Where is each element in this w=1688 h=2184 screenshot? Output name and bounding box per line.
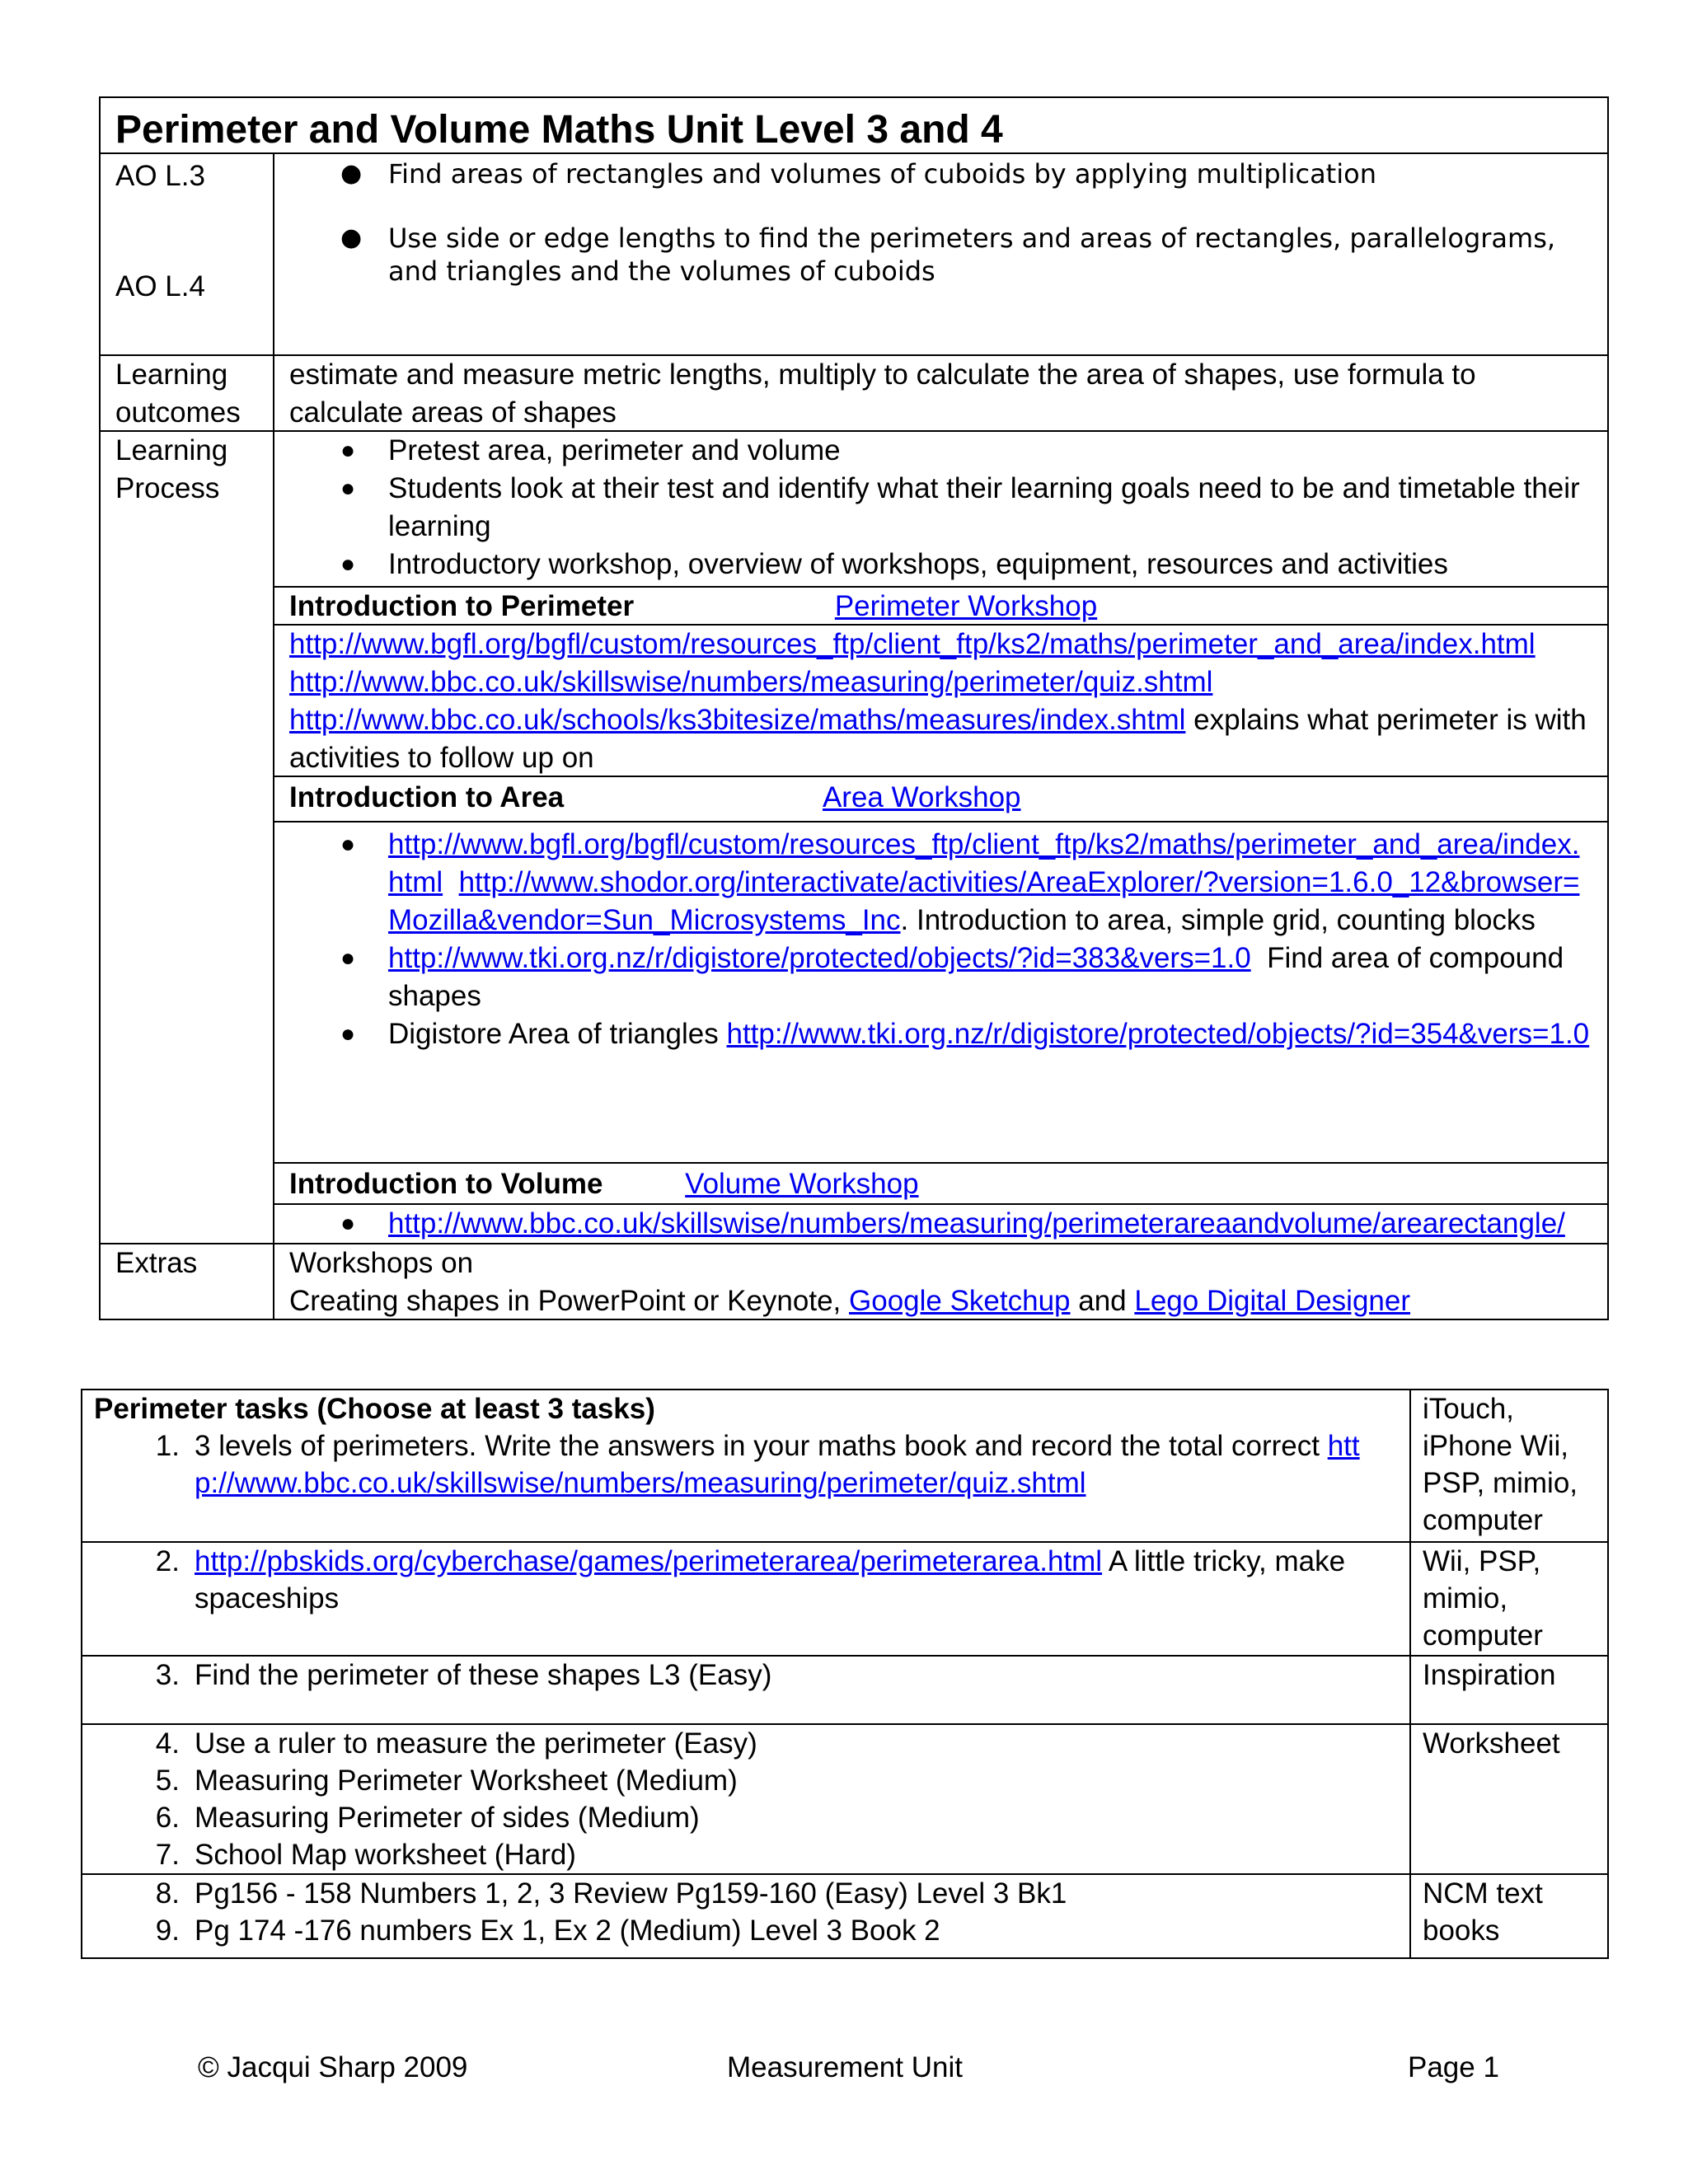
task-list	[94, 1875, 1398, 1949]
perimeter-link-note: explains what perimeter is with activities to follow up on	[289, 704, 1587, 774]
process-bullet-text: Students look at their test and identify what their learning goals need to be and timetable their learning	[388, 472, 1580, 542]
extras-line2-text: Creating shapes in PowerPoint or Keynote,	[289, 1285, 849, 1317]
task-cell	[82, 1543, 1409, 1655]
extras-line2	[289, 1282, 1592, 1320]
task-number: 3.	[155, 1659, 180, 1691]
area-resources	[274, 821, 1607, 1162]
ao-row	[101, 152, 1607, 354]
task-row	[82, 1390, 1607, 1541]
task-text: School Map worksheet (Hard)	[195, 1839, 576, 1871]
volume-resources	[274, 1203, 1607, 1243]
task-item	[94, 1657, 1398, 1694]
task-item	[94, 1427, 1398, 1502]
perimeter-heading: Introduction to Perimeter	[289, 590, 635, 622]
tasks-heading: Perimeter tasks (Choose at least 3 tasks)	[94, 1393, 655, 1425]
outcomes-text: estimate and measure metric lengths, multiply to calculate the area of shapes, use formula to calculate areas of shapes	[289, 359, 1476, 429]
task-text: Pg156 - 158 Numbers 1, 2, 3 Review Pg159-160 (Easy) Level 3 Bk1	[195, 1877, 1067, 1910]
task-resource: iTouch, iPhone Wii, PSP, mimio, computer	[1409, 1390, 1607, 1541]
outcomes-row	[101, 354, 1607, 430]
extras-line1: Workshops on	[289, 1247, 474, 1279]
perimeter-link-bgfl[interactable]: http://www.bgfl.org/bgfl/custom/resources_ftp/client_ftp/ks2/maths/perimeter_and_area/index.html	[289, 628, 1536, 660]
task-text: Measuring Perimeter Worksheet (Medium)	[195, 1765, 738, 1797]
footer-copyright: © Jacqui Sharp 2009	[198, 2051, 468, 2083]
task-item	[94, 1875, 1398, 1912]
task-number: 4.	[155, 1727, 180, 1760]
area-link-tki-383[interactable]: http://www.tki.org.nz/r/digistore/protected/objects/?id=383&vers=1.0	[388, 942, 1251, 974]
task-list	[94, 1543, 1398, 1617]
task-text: Find the perimeter of these shapes L3 (Easy)	[195, 1659, 772, 1691]
task-cell	[82, 1725, 1409, 1873]
task-row	[82, 1541, 1607, 1655]
volume-link-skillswise[interactable]: http://www.bbc.co.uk/skillswise/numbers/measuring/perimeterareaandvolume/arearectangle/	[388, 1207, 1565, 1240]
area-bullet-list	[289, 826, 1592, 1053]
footer-title: Measurement Unit	[727, 2051, 963, 2083]
task-cell	[82, 1390, 1409, 1541]
process-bullet: ● Introductory workshop, overview of workshops, equipment, resources and activities	[340, 548, 1448, 580]
volume-workshop-link[interactable]: Volume Workshop	[685, 1168, 919, 1200]
area-bullet-note: . Introduction to area, simple grid, counting blocks	[900, 904, 1536, 936]
task-list	[94, 1725, 1398, 1873]
extras-content	[274, 1244, 1607, 1319]
area-link-bgfl[interactable]: http://www.bgfl.org/bgfl/custom/resources_ftp/client_ftp/ks2/maths/perimeter_and_area/index.html	[388, 828, 1580, 898]
task-number: 1.	[155, 1430, 180, 1462]
task-text: Measuring Perimeter of sides (Medium)	[195, 1802, 700, 1834]
task-number: 7.	[155, 1839, 180, 1871]
perimeter-link-skillswise[interactable]: http://www.bbc.co.uk/skillswise/numbers/measuring/perimeter/quiz.shtml	[289, 666, 1213, 698]
task-item	[94, 1725, 1398, 1762]
extras-label: Extras	[101, 1244, 274, 1319]
ao-bullet-text: Use side or edge lengths to find the perimeters and areas of rectangles, parallelograms, and triangles and the volumes of cuboids	[388, 223, 1556, 287]
ao-l4-label: AO L.4	[115, 270, 205, 302]
unit-plan-table	[99, 96, 1609, 1320]
task-row	[82, 1873, 1607, 1957]
task-number: 9.	[155, 1915, 180, 1947]
task-resource: Inspiration	[1409, 1657, 1607, 1723]
process-bullet-text: Introductory workshop, overview of workshops, equipment, resources and activities	[388, 548, 1448, 580]
task-item	[94, 1762, 1398, 1799]
area-workshop-link[interactable]: Area Workshop	[822, 781, 1021, 813]
volume-heading-row	[274, 1162, 1607, 1203]
task-list	[94, 1427, 1398, 1502]
task-text: Pg 174 -176 numbers Ex 1, Ex 2 (Medium) Level 3 Book 2	[195, 1915, 940, 1947]
task-row	[82, 1723, 1607, 1873]
google-sketchup-link[interactable]: Google Sketchup	[849, 1285, 1071, 1317]
task-number: 5.	[155, 1765, 180, 1797]
task-resource: NCM text books	[1409, 1875, 1607, 1957]
task-item	[94, 1799, 1398, 1836]
area-link-tki-354[interactable]: http://www.tki.org.nz/r/digistore/protected/objects/?id=354&vers=1.0	[726, 1018, 1590, 1050]
volume-heading: Introduction to Volume	[289, 1168, 603, 1200]
outcomes-label: Learning outcomes	[101, 356, 274, 430]
area-link-shodor[interactable]: http://www.shodor.org/interactivate/activities/AreaExplorer/?version=1.6.0_12&browser=Mozilla&vendor=Sun_Microsystems_Inc	[388, 866, 1580, 936]
ao-bullet: ● Find areas of rectangles and volumes of cuboids by applying multiplication	[340, 158, 1376, 190]
perimeter-tasks-table	[81, 1389, 1609, 1959]
extras-row	[101, 1243, 1607, 1319]
unit-title: Perimeter and Volume Maths Unit Level 3 and 4	[115, 108, 1003, 152]
process-bullet-list	[289, 432, 1592, 583]
process-bullet: ● Pretest area, perimeter and volume	[340, 434, 841, 466]
area-heading-row	[274, 776, 1607, 821]
task-item	[94, 1912, 1398, 1949]
task-cell	[82, 1875, 1409, 1957]
ao-objectives	[274, 154, 1607, 354]
task-text: 3 levels of perimeters. Write the answers in your maths book and record the total correct	[195, 1430, 1328, 1462]
task-item	[94, 1543, 1398, 1617]
task-link[interactable]: http://www.bbc.co.uk/skillswise/numbers/measuring/perimeter/quiz.shtml	[195, 1430, 1360, 1499]
ao-bullet-text: Find areas of rectangles and volumes of cuboids by applying multiplication	[388, 158, 1376, 190]
area-bullet-pre: Digistore Area of triangles	[388, 1018, 727, 1050]
task-number: 8.	[155, 1877, 180, 1910]
area-bullet: ● http://www.bgfl.org/bgfl/custom/resources_ftp/client_ftp/ks2/maths/perimeter_and_area/index.html http://www.shodor.org/interactivate/activities/AreaExplorer/?version=1.6.0_12&browser=Mozilla&vendor=Sun_Microsystems_Inc. Introduction to area, simple grid, counting blocks	[340, 828, 1580, 936]
ao-l3-label: AO L.3	[115, 160, 205, 192]
perimeter-link-bitesize[interactable]: http://www.bbc.co.uk/schools/ks3bitesize/maths/measures/index.shtml	[289, 704, 1186, 736]
process-label: Learning Process	[101, 432, 274, 1243]
volume-bullet: ● http://www.bbc.co.uk/skillswise/numbers/measuring/perimeterareaandvolume/arearectangle/	[340, 1207, 1565, 1240]
process-row	[101, 430, 1607, 1243]
perimeter-heading-row	[274, 586, 1607, 624]
task-link[interactable]: http://pbskids.org/cyberchase/games/perimeterarea/perimeterarea.html	[195, 1545, 1103, 1577]
process-content	[274, 432, 1607, 1243]
perimeter-links	[274, 624, 1607, 776]
process-steps	[274, 432, 1607, 586]
task-resource: Wii, PSP, mimio, computer	[1409, 1543, 1607, 1655]
task-cell	[82, 1657, 1409, 1723]
process-bullet: ● Students look at their test and identify what their learning goals need to be and timetable their learning	[340, 472, 1580, 542]
footer-page-number: Page 1	[1408, 2051, 1499, 2083]
ao-bullet: ● Use side or edge lengths to find the perimeters and areas of rectangles, parallelograms, and triangles and the volumes of cuboids	[340, 223, 1556, 287]
area-bullet: ● Digistore Area of triangles http://www.tki.org.nz/r/digistore/protected/objects/?id=354&vers=1.0	[340, 1018, 1590, 1050]
volume-bullet-list	[289, 1205, 1592, 1243]
area-bullet: ● http://www.tki.org.nz/r/digistore/protected/objects/?id=383&vers=1.0 Find area of compound shapes	[340, 942, 1564, 1012]
task-row	[82, 1655, 1607, 1723]
extras-and: and	[1070, 1285, 1135, 1317]
task-text: Use a ruler to measure the perimeter (Easy)	[195, 1727, 757, 1760]
area-heading: Introduction to Area	[289, 781, 565, 813]
ao-bullet-list	[289, 157, 1592, 288]
task-number: 2.	[155, 1545, 180, 1577]
task-text: A little tricky, make spaceships	[195, 1545, 1346, 1615]
process-bullet-text: Pretest area, perimeter and volume	[388, 434, 841, 466]
perimeter-workshop-link[interactable]: Perimeter Workshop	[834, 590, 1098, 622]
lego-digital-designer-link[interactable]: Lego Digital Designer	[1134, 1285, 1411, 1317]
area-bullet-note: Find area of compound shapes	[388, 942, 1564, 1012]
task-number: 6.	[155, 1802, 180, 1834]
task-resource: Worksheet	[1409, 1725, 1607, 1873]
task-list	[94, 1657, 1398, 1694]
ao-labels	[101, 154, 274, 354]
task-item	[94, 1836, 1398, 1873]
